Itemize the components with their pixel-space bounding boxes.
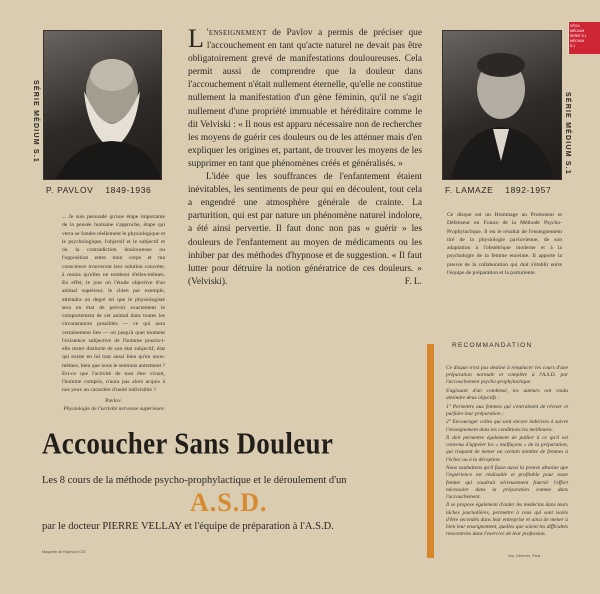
label-line: MEDIUM (570, 39, 585, 43)
footer-credit-left: Maquette de Raymond CID (42, 550, 86, 554)
lamaze-caption (445, 185, 551, 195)
recommandation-item: Nous souhaitons qu'il fasse aussi la preuve absolue que l'expérience est réalisable et profitable pour toute femme qui voudrait sérieusement fournir l'effort nécessaire dans la préparation comme dans l'accouchement. (446, 465, 568, 500)
pavlov-quote-author: Pavlov. (105, 397, 122, 404)
lamaze-portrait (442, 30, 562, 180)
main-text (188, 24, 422, 289)
label-line: VÉGA (570, 24, 580, 28)
lamaze-years: 1892-1957 (505, 185, 552, 195)
label-line: SERIE S.1 (570, 34, 587, 38)
lamaze-text: Ce disque est un Hommage au Promoteur et Défenseur en France de la Méthode Psycho-Prophylactique. Il est le résultat de l'enseignement tiré de la physiologie pavlovienne, de son adaptation à l'obstétrique moderne et à la psychologie de la femme enceinte. Il apporte la preuve de la collaboration qui doit s'établir entre l'équipe de préparation et la parturiente. (447, 212, 562, 276)
recommandation-item: Il se propose également d'aider les médecins dans leurs tâches journalières, permettre à ceux qui sont isolés d'être secondés dans leur entreprise et ainsi de mener à bien leur enseignement, quelles que soient les difficultés rencontrées dans l'exercice de leur profession. (446, 502, 568, 538)
label-line: MÉDIUM (570, 29, 585, 33)
recommandation-item: Il doit permettre également de pallier à ce qu'il est convenu d'appeler les « malfaçons » de la préparation, qui risquent de mener un certain nombre de femmes à l'échec ou à la déception. (446, 435, 568, 463)
main-paragraph-2: L'idée que les souffrances de l'enfantement étaient inévitables, les sentiments de peur qui en découlent, tout cela a engendré une atmosphère générale de crainte. La parturition, qui est par nature un phénomène naturel indolore, a été ainsi pervertie. Il faut donc non pas « guérir » les douleurs de l'enfantement au moyen de médicaments ou les inhiber par des méthodes d'hypnose et de suggestion. « Il faut lutter pour détruire la notion génératrice de ces douleurs. » (Velviski). (188, 172, 422, 287)
dropcap: L (188, 24, 204, 53)
pavlov-quote-source: Physiologie de l'activité nerveuse supérieure. (63, 405, 165, 412)
pavlov-name: P. PAVLOV (46, 185, 94, 195)
lamaze-name: F. LAMAZE (445, 185, 494, 195)
footer-credit-right: Imp. Cintrexin, Paris (508, 554, 541, 558)
main-first-word: 'enseignement (206, 28, 267, 38)
album-title: Accoucher Sans Douleur (42, 426, 334, 461)
main-signature: F. L. (404, 276, 422, 287)
album-author: par le docteur PIERRE VELLAY et l'équipe de préparation à l'A.S.D. (42, 521, 334, 532)
pavlov-years: 1849-1936 (105, 185, 152, 195)
main-paragraph-1: de Pavlov a permis de préciser que l'accouchement en tant qu'acte naturel ne devait pas être obligatoirement grevé de manifestations douloureuses. Cela permit aussi de comprendre que la douleur dans l'accouchement n'était nullement éternelle, qu'elle ne constitue nullement la manifestation d'un gène féminin, qu'il ne s'agit nullement d'une propriété immuable et héréditaire comme le dit Velviski : « Il nous est apparu nécessaire non de rechercher les moyens de guérir ces douleurs ou de les atténuer mais d'en expliquer les origines et, partant, de trouver les moyens de les supprimer en tant que phénomènes créés et généralisés. » (188, 28, 422, 169)
recommandation-title: RECOMMANDATION (452, 342, 533, 349)
album-subtitle: Les 8 cours de la méthode psycho-prophylactique et le déroulement d'un (42, 475, 347, 486)
pavlov-portrait (43, 30, 162, 180)
recommandation-item: Ce disque n'est pas destiné à remplacer les cours d'une préparation normale et complète à l'A.S.D. par l'accouchement psycho-prophylactique. (446, 365, 568, 386)
recommandation-item: S'agissant d'un condensé, les auteurs ont voulu atteindre deux objectifs : (446, 387, 568, 402)
series-label-left: SÉRIE MÉDIUM S.1 (32, 80, 39, 163)
recommandation-list (446, 365, 568, 540)
label-line: S.1 (570, 44, 576, 48)
recommandation-bar (427, 344, 434, 558)
asd-logo: A.S.D. (190, 488, 268, 517)
pavlov-caption (46, 185, 151, 195)
recommandation-item: 2° Encourager celles qui sont encore indécises à suivre l'enseignement dans les conditions les meilleures. (446, 419, 568, 433)
pavlov-quote (62, 213, 165, 413)
series-label-right: SÉRIE MÉDIUM S.1 (564, 92, 571, 175)
label-badge (568, 22, 600, 54)
pavlov-quote-paragraph: ... Je suis persuadé qu'une étape importante de la pensée humaine s'approche, étape qui verra se fondre réellement le physiologique et le psychologique, l'objectif et le subjectif et où la contradiction douloureuse ou l'opposition entre mon corps et ma conscience trouveront leur solution concrète, à moins qu'elles ne tombent d'elles-mêmes. En effet, le jour où l'étude objective d'un animal supérieur, le chien par exemple, atteindra un degré tel que le physiologiste sera en état de prévoir exactement le comportement de cet animal dans toutes les circonstances possibles — ce qui aura certainement lieu — où jusqu'à quel moment l'existence subjective de l'homme pourra-t-elle rester distincte de son état subjectif, état qui existe en lui tout aussi bien qu'en nous-mêmes, bien que nous le sentions autrement ? Est-ce que l'activité de tout être vivant, l'homme compris, n'aura pas alors acquis à nos yeux un caractère d'unité indivisible ? (62, 214, 165, 394)
recommandation-item: 1° Permettre aux femmes qui s'entraînent de réviser et parfaire leur préparation ; (446, 403, 568, 417)
